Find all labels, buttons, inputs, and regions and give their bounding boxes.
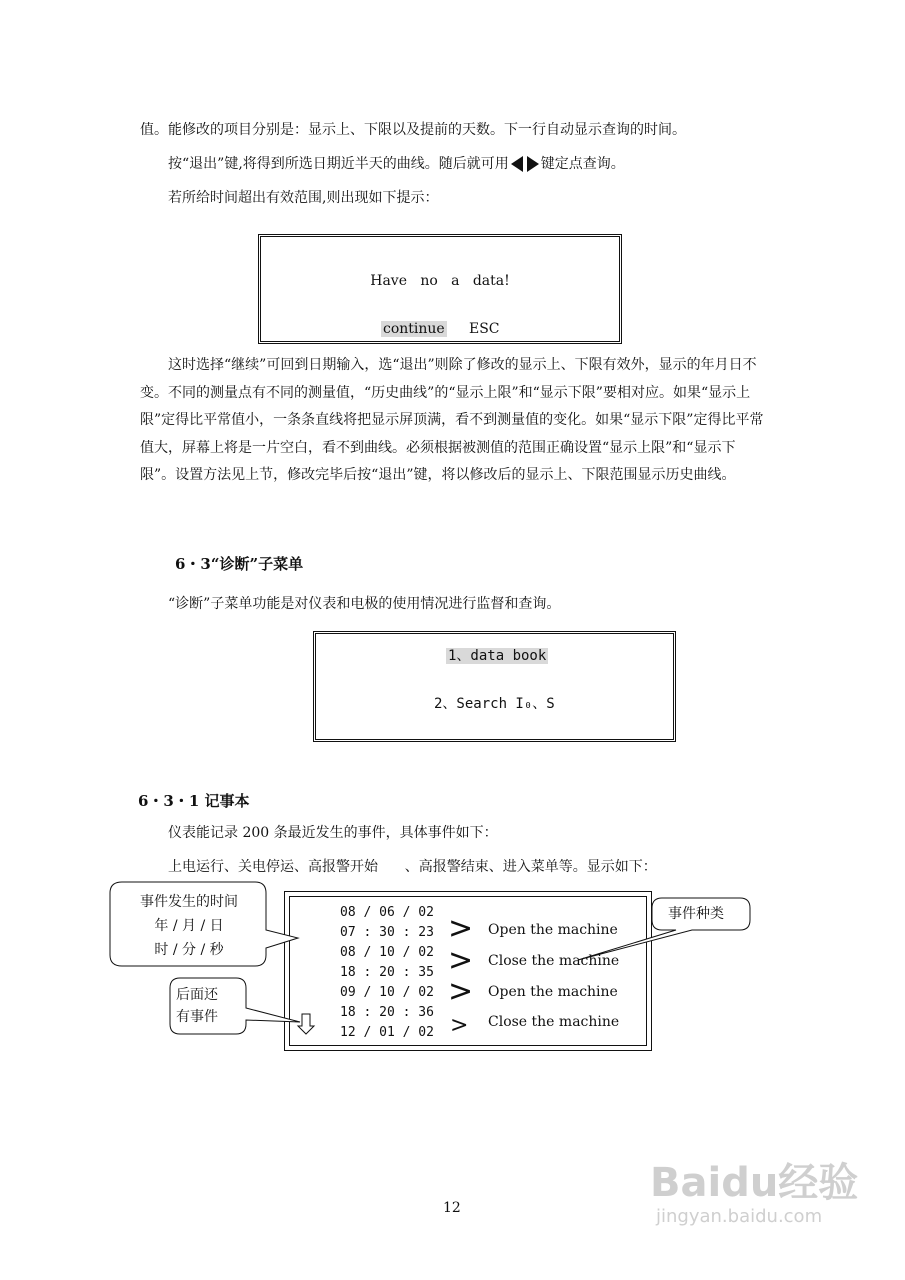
- section-6-3-1-heading: 6・3・1 记事本: [138, 792, 250, 810]
- section-6-3-desc: “诊断”子菜单功能是对仪表和电极的使用情况进行监督和查询。: [168, 596, 561, 612]
- event-2-time: 18 : 20 : 35: [340, 965, 434, 980]
- event-2-label: Close the machine: [488, 953, 620, 969]
- event-3-time: 18 : 20 : 36: [340, 1005, 434, 1020]
- event-3-marker-icon: >: [448, 974, 474, 1009]
- baidu-watermark: [650, 1160, 858, 1228]
- watermark-brand: Baidu经验: [650, 1160, 859, 1206]
- paragraph-history-curve: 这时选择“继续”可回到日期输入，选“退出”则除了修改的显示上、下限有效外，显示的年月日不变。不同的测量点有不同的测量值，“历史曲线”的“显示上限”和“显示下限”要相对应。如果“显示上限”定得比平常值小，一条条直线将把显示屏顶满，看不到测量值的变化。如果“显示下限”定得比平常值大，屏幕上将是一片空白，看不到曲线。必须根据被测值的范围正确设置“显示上限”和“显示下限”。设置方法见上节，修改完毕后按“退出”键，将以修改后的显示上、下限范围显示历史曲线。: [140, 357, 764, 483]
- event-3-label: Open the machine: [488, 984, 618, 1000]
- more-callout-line-2: 有事件: [176, 1009, 218, 1025]
- intro-line-3: 若所给时间超出有效范围,则出现如下提示：: [168, 190, 439, 206]
- event-2-date: 08 / 10 / 02: [340, 945, 434, 960]
- time-callout-line-2: 年 / 月 / 日: [154, 918, 224, 934]
- page-number: 12: [443, 1200, 461, 1216]
- time-callout-line-3: 时 / 分 / 秒: [154, 942, 224, 958]
- esc-button[interactable]: ESC: [469, 321, 500, 337]
- event-1-label: Open the machine: [488, 922, 618, 938]
- event-4-label: Close the machine: [488, 1014, 620, 1030]
- type-callout-label: 事件种类: [668, 906, 724, 922]
- type-callout-bubble: [578, 898, 750, 960]
- event-2-marker-icon: >: [448, 943, 474, 978]
- event-1-date: 08 / 06 / 02: [340, 905, 434, 920]
- section-6-3-1-line-2: 上电运行、关电停运、高报警开始 、高报警结束、进入菜单等。显示如下：: [168, 859, 657, 875]
- menu-item-search[interactable]: 2、Search I₀、S: [434, 696, 555, 712]
- menu-item-data-book[interactable]: 1、data book: [448, 648, 547, 664]
- event-1-marker-icon: >: [448, 911, 474, 946]
- time-callout-line-1: 事件发生的时间: [140, 894, 238, 910]
- down-arrow-icon: [298, 1014, 314, 1034]
- watermark-url: jingyan.baidu.com: [656, 1206, 823, 1227]
- section-6-3-heading: 6・3“诊断”子菜单: [175, 555, 304, 573]
- event-4-date: 12 / 01 / 02: [340, 1025, 434, 1040]
- more-callout-line-1: 后面还: [176, 987, 218, 1003]
- section-6-3-1-line-1: 仪表能记录 200 条最近发生的事件，具体事件如下：: [168, 825, 498, 841]
- event-3-date: 09 / 10 / 02: [340, 985, 434, 1000]
- intro-line-1: 值。能修改的项目分别是：显示上、下限以及提前的天数。下一行自动显示查询的时间。: [140, 122, 686, 138]
- continue-button[interactable]: continue: [383, 321, 445, 337]
- event-4-marker-icon: >: [450, 1013, 469, 1038]
- dialog-message: Have no a data!: [370, 273, 510, 289]
- intro-line-2: 按“退出”键,将得到所选日期近半天的曲线。随后就可用 键定点查询。: [168, 156, 625, 172]
- event-1-time: 07 : 30 : 23: [340, 925, 434, 940]
